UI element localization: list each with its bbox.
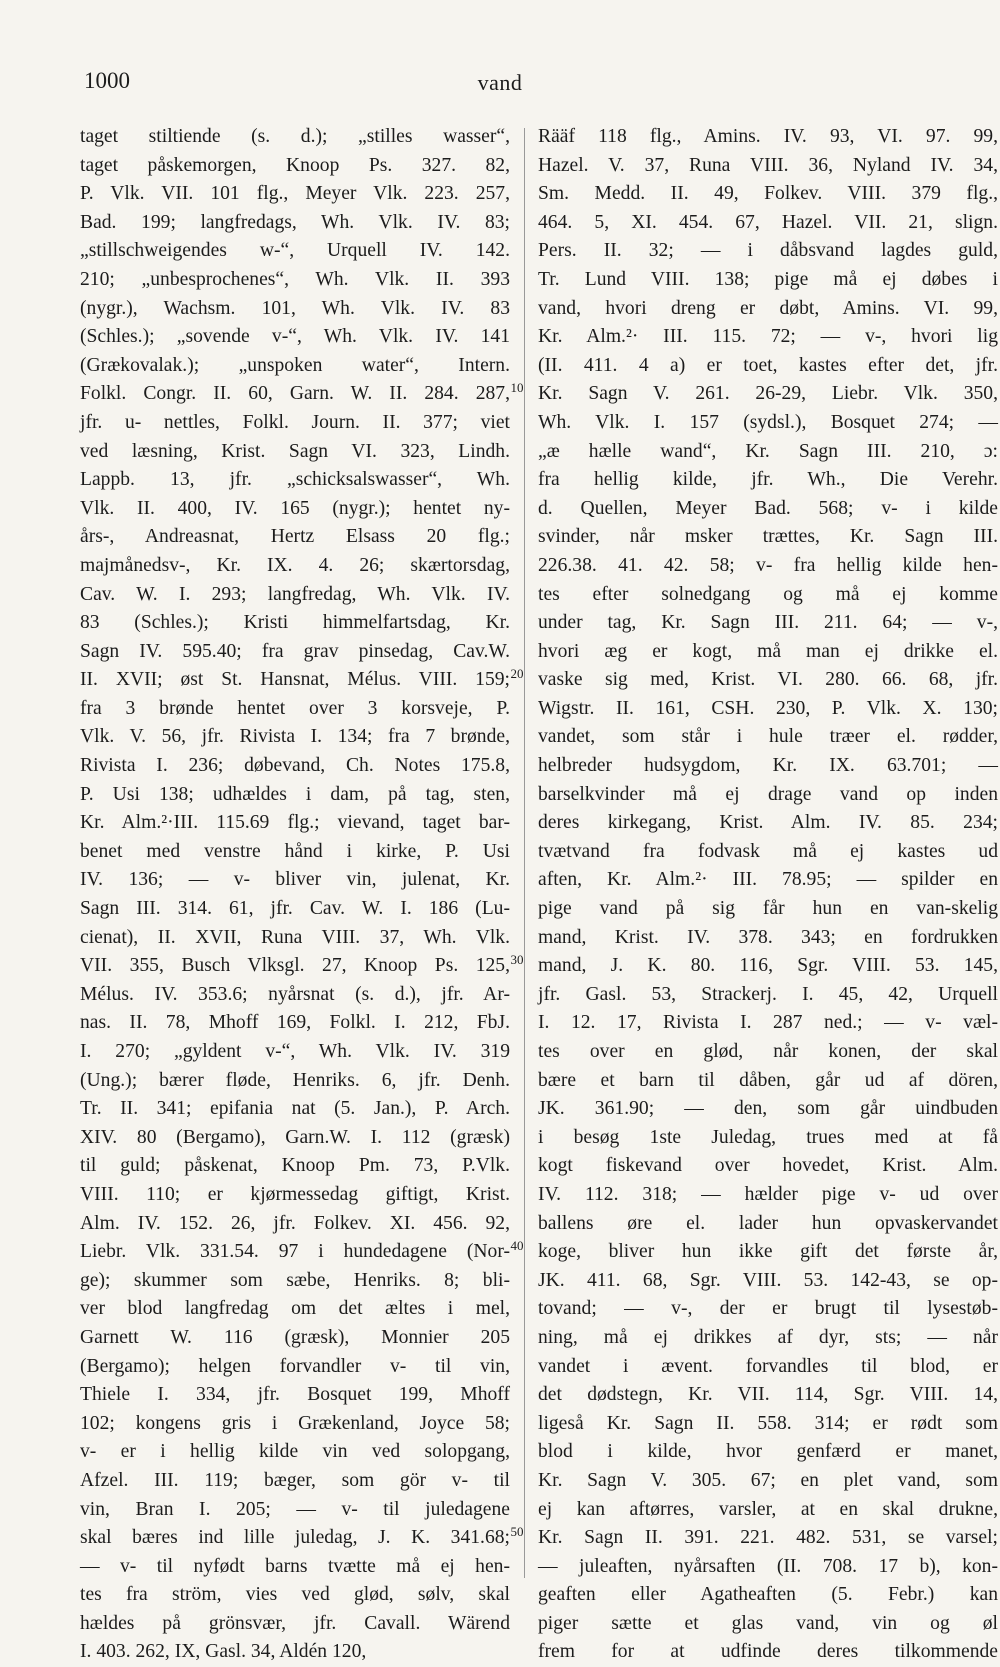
text-line: Lappb. 13, jfr. „schicksalswasser“, Wh. — [80, 469, 510, 491]
text-line: VII. 355, Busch Vlksgl. 27, Knoop Ps. 125, — [80, 955, 510, 977]
text-line: tes efter solnedgang og må ej komme — [538, 583, 998, 605]
text-line: vandet i ævent. forvandles til blod, er — [538, 1355, 998, 1377]
text-line: majmånedsv-, Kr. IX. 4. 26; skærtorsdag, — [80, 554, 510, 576]
text-line: jfr. Gasl. 53, Strackerj. I. 45, 42, Urquell — [538, 983, 998, 1005]
text-line: Sagn III. 314. 61, jfr. Cav. W. I. 186 (Lu- — [80, 898, 510, 920]
text-line: ej kan aftørres, varsler, at en skal drukne, — [538, 1498, 998, 1520]
text-line: helbreder hudsygdom, Kr. IX. 63.701; — — [538, 755, 998, 777]
line-marker-50: 50 — [510, 1524, 524, 1539]
text-line: (Grækovalak.); „unspoken water“, Intern. — [80, 354, 510, 376]
text-line: mand, Krist. IV. 378. 343; en fordrukken — [538, 926, 998, 948]
text-line: ning, må ej drikkes af dyr, sts; — når — [538, 1326, 998, 1348]
text-line: fra hellig kilde, jfr. Wh., Die Verehr. — [538, 469, 998, 491]
text-line: geaften eller Agatheaften (5. Febr.) kan — [538, 1584, 998, 1606]
text-line: ver blod langfredag om det æltes i mel, — [80, 1298, 510, 1320]
text-line: Folkl. Congr. II. 60, Garn. W. II. 284. 287, — [80, 383, 510, 405]
text-line: vand, hvori dreng er døbt, Amins. VI. 99, — [538, 297, 998, 319]
text-line: v- er i hellig kilde vin ved solopgang, — [80, 1441, 510, 1463]
text-line: Alm. IV. 152. 26, jfr. Folkev. XI. 456. 92, — [80, 1212, 510, 1234]
text-line: P. Usi 138; udhældes i dam, på tag, sten, — [80, 783, 510, 805]
text-line: hældes på grönsvær, jfr. Cavall. Wärend — [80, 1612, 510, 1634]
text-line: tes fra ström, vies ved glød, sølv, skal — [80, 1584, 510, 1606]
text-line: tes over en glød, når konen, der skal — [538, 1041, 998, 1062]
text-line: IV. 136; — v- bliver vin, julenat, Kr. — [80, 869, 510, 891]
text-line: vaske sig med, Krist. VI. 280. 66. 68, jfr. — [538, 669, 998, 691]
text-line: „æ hælle wand“, Kr. Sagn III. 210, ɔ: — [538, 440, 998, 462]
text-line: cienat), II. XVII, Runa VIII. 37, Wh. Vlk. — [80, 926, 510, 948]
text-line: Afzel. III. 119; bæger, som gör v- til — [80, 1469, 510, 1491]
text-line: Vlk. II. 400, IV. 165 (nygr.); hentet ny- — [80, 497, 510, 519]
text-line: Kr. Sagn V. 261. 26-29, Liebr. Vlk. 350, — [538, 383, 998, 405]
text-line: I. 403. 262, IX, Gasl. 34, Aldén 120, — [80, 1641, 367, 1663]
text-line: tovand; — v-, der er brugt til lysestøb- — [538, 1298, 998, 1320]
text-line: Tr. II. 341; epifania nat (5. Jan.), P. Arch. — [80, 1098, 510, 1120]
text-line: IV. 112. 318; — hælder pige v- ud over — [538, 1183, 998, 1205]
line-marker-40: 40 — [510, 1238, 524, 1253]
text-line: Pers. II. 32; — i dåbsvand lagdes guld, — [538, 240, 998, 262]
text-line: (Bergamo); helgen forvandler v- til vin, — [80, 1355, 510, 1377]
text-line: mand, J. K. 80. 116, Sgr. VIII. 53. 145, — [538, 955, 998, 977]
text-line: hvori æg er kogt, må man ej drikke el. — [538, 640, 998, 662]
text-line: ved læsning, Krist. Sagn VI. 323, Lindh. — [80, 440, 510, 462]
text-line: ballens øre el. lader hun opvaskervandet — [538, 1212, 998, 1234]
text-line: Hazel. V. 37, Runa VIII. 36, Nyland IV. 34, — [538, 154, 998, 176]
text-line: fra 3 brønde hentet over 3 korsveje, P. — [80, 697, 510, 719]
text-line: det dødstegn, Kr. VII. 114, Sgr. VIII. 14, — [538, 1384, 998, 1406]
text-line: nas. II. 78, Mhoff 169, Folkl. I. 212, FbJ. — [80, 1012, 510, 1034]
text-line: Bad. 199; langfredags, Wh. Vlk. IV. 83; — [80, 211, 510, 233]
text-line: til guld; påskenat, Knoop Pm. 73, P.Vlk. — [80, 1155, 510, 1177]
text-line: (Ung.); bærer fløde, Henriks. 6, jfr. Denh. — [80, 1069, 510, 1091]
text-line: bære et barn til dåben, går ud af dören, — [538, 1069, 998, 1091]
line-marker-10: 10 — [510, 380, 524, 395]
text-line: Tr. Lund VIII. 138; pige må ej døbes i — [538, 268, 998, 290]
text-line: Kr. Sagn II. 391. 221. 482. 531, se varsel; — [538, 1527, 998, 1549]
text-line: i besøg 1ste Juledag, trues med at få — [538, 1126, 998, 1148]
line-marker-30: 30 — [510, 952, 524, 967]
right-column — [538, 123, 998, 1667]
page-number: 1000 — [84, 68, 130, 93]
text-line: XIV. 80 (Bergamo), Garn.W. I. 112 (græsk) — [80, 1126, 510, 1148]
text-line: Cav. W. I. 293; langfredag, Wh. Vlk. IV. — [80, 583, 510, 605]
text-line: I. 12. 17, Rivista I. 287 ned.; — v- væl- — [538, 1012, 998, 1034]
text-line: blod i kilde, hvor genfærd er manet, — [538, 1441, 998, 1463]
text-line: Thiele I. 334, jfr. Bosquet 199, Mhoff — [80, 1384, 510, 1406]
text-line: (nygr.), Wachsm. 101, Wh. Vlk. IV. 83 — [80, 297, 510, 319]
text-line: Wigstr. II. 161, CSH. 230, P. Vlk. X. 130; — [538, 697, 998, 719]
text-line: Mélus. IV. 353.6; nyårsnat (s. d.), jfr. Ar- — [80, 983, 510, 1005]
text-line: Sm. Medd. II. 49, Folkev. VIII. 379 flg., — [538, 183, 998, 205]
text-line: taget stiltiende (s. d.); „stilles wasser“, — [80, 126, 510, 147]
text-line: tvætvand fra fodvask må ej kastes ud — [538, 840, 998, 862]
text-line: Kr. Sagn V. 305. 67; en plet vand, som — [538, 1469, 998, 1491]
text-line: P. Vlk. VII. 101 flg., Meyer Vlk. 223. 257, — [80, 183, 510, 205]
text-line: JK. 361.90; — den, som går uindbuden — [538, 1098, 998, 1120]
text-line: års-, Andreasnat, Hertz Elsass 20 flg.; — [80, 526, 510, 548]
text-line: — v- til nyfødt barns tvætte må ej hen- — [80, 1555, 510, 1577]
text-line: „stillschweigendes w-“, Urquell IV. 142. — [80, 240, 510, 262]
text-line: 464. 5, XI. 454. 67, Hazel. VII. 21, slign. — [538, 211, 998, 233]
text-line: under tag, Kr. Sagn III. 211. 64; — v-, — [538, 612, 998, 634]
column-divider — [524, 128, 525, 1578]
text-line: benet med venstre hånd i kirke, P. Usi — [80, 840, 510, 862]
text-line: skal bæres ind lille juledag, J. K. 341.68; — [80, 1527, 510, 1549]
text-line: Wh. Vlk. I. 157 (sydsl.), Bosquet 274; — — [538, 411, 998, 433]
text-line: vandet, som står i hule træer el. rødder, — [538, 726, 998, 748]
text-line: deres kirkegang, Krist. Alm. IV. 85. 234; — [538, 812, 998, 834]
text-line: svinder, når msker trættes, Kr. Sagn III. — [538, 526, 998, 548]
text-line: VIII. 110; er kjørmessedag giftigt, Krist. — [80, 1183, 510, 1205]
text-line: d. Quellen, Meyer Bad. 568; v- i kilde — [538, 497, 998, 519]
text-line: Liebr. Vlk. 331.54. 97 i hundedagene (Nor- — [80, 1241, 510, 1263]
text-line: (II. 411. 4 a) er toet, kastes efter det, jfr. — [538, 354, 998, 376]
text-line: frem for at udfinde deres tilkommende — [538, 1641, 998, 1663]
running-title: vand — [477, 70, 523, 95]
text-line: 226.38. 41. 42. 58; v- fra hellig kilde hen- — [538, 554, 998, 576]
text-line: koge, bliver hun ikke gift det første år, — [538, 1241, 998, 1263]
text-line: Kr. Alm.²·III. 115.69 flg.; vievand, taget bar- — [80, 812, 510, 834]
text-line: Vlk. V. 56, jfr. Rivista I. 134; fra 7 brønde, — [80, 726, 510, 748]
text-line: vin, Bran I. 205; — v- til juledagene — [80, 1498, 510, 1520]
text-line: barselkvinder må ej drage vand op inden — [538, 783, 998, 805]
text-line: 83 (Schles.); Kristi himmelfartsdag, Kr. — [80, 612, 510, 634]
text-line: JK. 411. 68, Sgr. VIII. 53. 142-43, se op- — [538, 1269, 998, 1291]
text-line: (Schles.); „sovende v-“, Wh. Vlk. IV. 141 — [80, 326, 510, 348]
text-line: Kr. Alm.²· III. 115. 72; — v-, hvori lig — [538, 326, 998, 348]
text-line: I. 270; „gyldent v-“, Wh. Vlk. IV. 319 — [80, 1041, 510, 1062]
text-line: Rääf 118 flg., Amins. IV. 93, VI. 97. 99, — [538, 126, 998, 147]
text-line: Garnett W. 116 (græsk), Monnier 205 — [80, 1326, 510, 1348]
left-column — [80, 123, 510, 1667]
text-line: Rivista I. 236; døbevand, Ch. Notes 175.8, — [80, 755, 510, 777]
text-line: taget påskemorgen, Knoop Ps. 327. 82, — [80, 154, 510, 176]
text-line: Sagn IV. 595.40; fra grav pinsedag, Cav.W. — [80, 640, 510, 662]
text-line: 210; „unbesprochenes“, Wh. Vlk. II. 393 — [80, 268, 510, 290]
text-line: ge); skummer som sæbe, Henriks. 8; bli- — [80, 1269, 510, 1291]
text-line: aften, Kr. Alm.²· III. 78.95; — spilder en — [538, 869, 998, 891]
line-marker-20: 20 — [510, 666, 524, 681]
text-line: — juleaften, nyårsaften (II. 708. 17 b), kon- — [538, 1555, 998, 1577]
text-line: II. XVII; øst St. Hansnat, Mélus. VIII. 159; — [80, 669, 510, 691]
text-line: pige vand på sig får hun en van-skelig — [538, 898, 998, 920]
text-line: kogt fiskevand over hovedet, Krist. Alm. — [538, 1155, 998, 1177]
text-line: ligeså Kr. Sagn II. 558. 314; er rødt som — [538, 1412, 998, 1434]
page-header — [0, 64, 1000, 104]
text-line: piger sætte et glas vand, vin og øl — [538, 1612, 998, 1634]
text-line: 102; kongens gris i Grækenland, Joyce 58; — [80, 1412, 510, 1434]
text-line: jfr. u- nettles, Folkl. Journ. II. 377; viet — [80, 411, 510, 433]
